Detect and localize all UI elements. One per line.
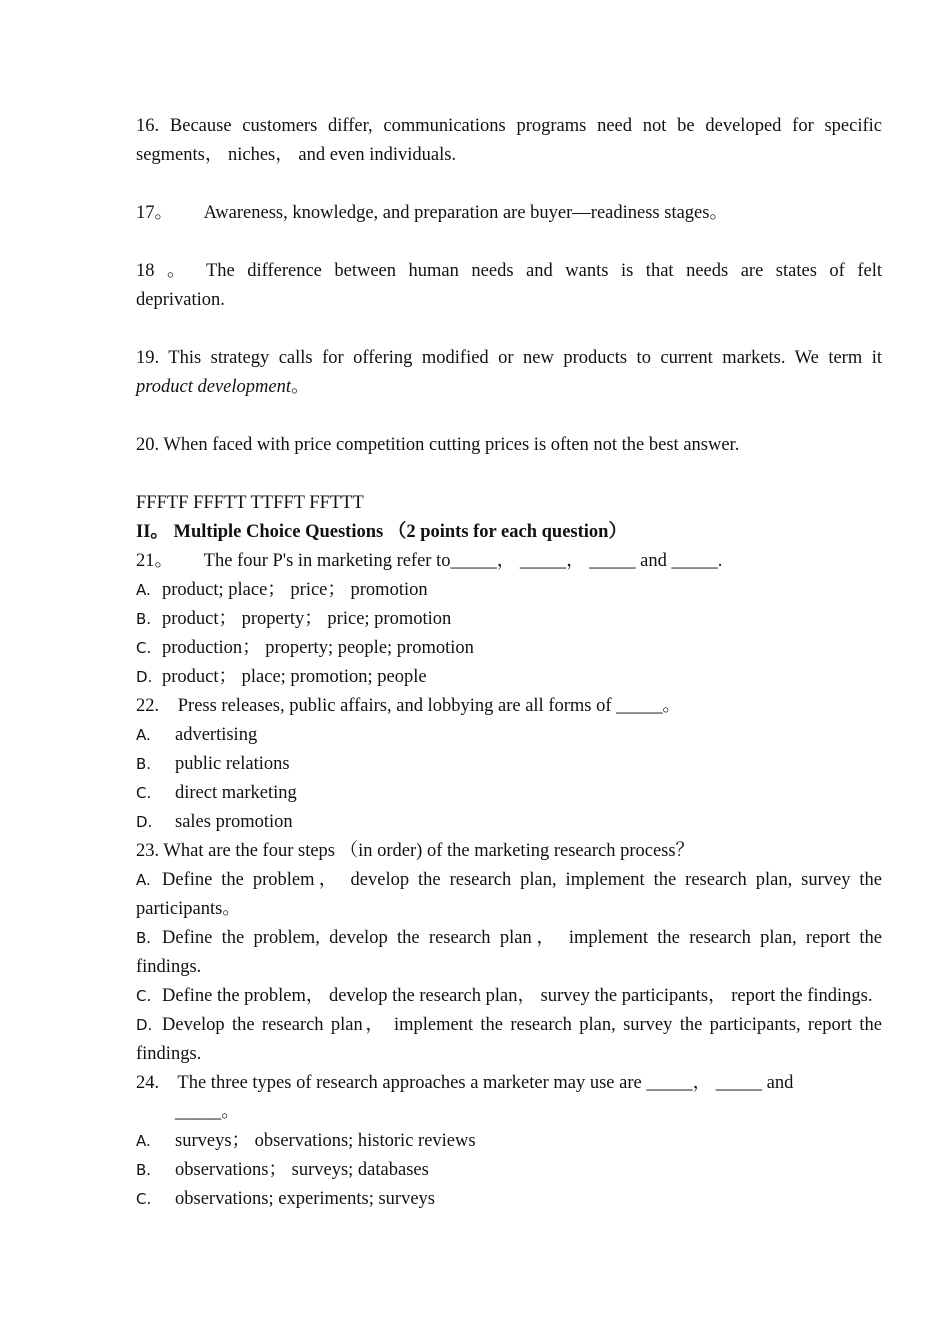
option-22-d bbox=[136, 808, 882, 837]
question-number: 19. bbox=[136, 348, 160, 368]
option-text: product; place； price； promotion bbox=[162, 580, 428, 600]
question-number: 22. bbox=[136, 696, 160, 716]
option-21-b bbox=[136, 605, 882, 634]
option-letter: A. bbox=[136, 1132, 151, 1150]
tf-question-18 bbox=[136, 257, 882, 315]
option-text: production； property; people; promotion bbox=[162, 638, 474, 658]
option-text: observations； surveys; databases bbox=[175, 1160, 429, 1180]
question-number: 21。 bbox=[136, 551, 174, 571]
tf-question-19 bbox=[136, 344, 882, 402]
option-letter: C. bbox=[136, 784, 152, 802]
option-text: Define the problem， develop the research plan, implement the research plan, survey the participants。 bbox=[136, 870, 882, 919]
option-text: Develop the research plan， implement the research plan, survey the participants, report the findings. bbox=[136, 1015, 882, 1064]
question-text: Because customers differ, communications programs need not be developed for specific segments， niches， and even individuals. bbox=[136, 116, 883, 165]
question-text-line1: The difference between human needs and wants is that needs are states of felt bbox=[205, 261, 883, 281]
option-text: Define the problem, develop the research plan， implement the research plan, report the findings. bbox=[136, 928, 882, 977]
mc-question-21 bbox=[136, 547, 882, 576]
question-text-line2: _____。 bbox=[175, 1102, 240, 1122]
question-number: 20. bbox=[136, 435, 160, 455]
question-text-line1: The three types of research approaches a marketer may use are _____， _____ and bbox=[177, 1073, 794, 1093]
mc-question-24 bbox=[136, 1069, 882, 1098]
option-text: Define the problem， develop the research plan， survey the participants， report the findings. bbox=[162, 986, 873, 1006]
question-number: 18 。 bbox=[136, 261, 194, 281]
question-text: The four P's in marketing refer to_____， _____， _____ and _____. bbox=[203, 551, 723, 571]
option-21-c bbox=[136, 634, 882, 663]
option-24-c bbox=[136, 1185, 882, 1214]
option-letter: D. bbox=[136, 1016, 153, 1034]
question-text: When faced with price competition cutting prices is often not the best answer. bbox=[163, 435, 740, 455]
option-letter: D. bbox=[136, 668, 153, 686]
option-letter: A. bbox=[136, 581, 151, 599]
question-text: What are the four steps （in order) of the marketing research process？ bbox=[163, 841, 695, 861]
option-22-b bbox=[136, 750, 882, 779]
question-number: 16. bbox=[136, 116, 160, 136]
mc-question-23 bbox=[136, 837, 882, 866]
tf-question-20 bbox=[136, 431, 882, 460]
option-23-c bbox=[136, 982, 882, 1011]
question-number: 17。 bbox=[136, 203, 174, 223]
option-text: public relations bbox=[175, 754, 290, 774]
option-letter: C. bbox=[136, 987, 152, 1005]
option-letter: B. bbox=[136, 755, 152, 773]
option-23-a bbox=[136, 866, 882, 924]
question-text-line1: This strategy calls for offering modified or new products to current markets. We term it bbox=[168, 348, 882, 368]
tf-question-17 bbox=[136, 199, 882, 228]
option-text: surveys； observations; historic reviews bbox=[175, 1131, 476, 1151]
option-text: sales promotion bbox=[175, 812, 293, 832]
option-letter: B. bbox=[136, 1161, 152, 1179]
mc-question-24-continued bbox=[136, 1098, 882, 1127]
question-text: Awareness, knowledge, and preparation are buyer—readiness stages。 bbox=[203, 203, 728, 223]
italic-term: product development bbox=[136, 377, 291, 397]
option-21-a bbox=[136, 576, 882, 605]
document-page bbox=[136, 112, 882, 1214]
option-letter: A. bbox=[136, 871, 151, 889]
question-number: 24. bbox=[136, 1073, 160, 1093]
answer-key: FFFTF FFFTT TTFFT FFTTT bbox=[136, 493, 364, 513]
option-23-d bbox=[136, 1011, 882, 1069]
option-21-d bbox=[136, 663, 882, 692]
option-letter: D. bbox=[136, 813, 153, 831]
section-heading: II。 Multiple Choice Questions （2 points for each question） bbox=[136, 522, 627, 542]
option-text: product； place; promotion; people bbox=[162, 667, 427, 687]
mc-question-22 bbox=[136, 692, 882, 721]
question-number: 23. bbox=[136, 841, 160, 861]
option-letter: C. bbox=[136, 1190, 152, 1208]
option-24-a bbox=[136, 1127, 882, 1156]
option-text: direct marketing bbox=[175, 783, 297, 803]
option-text: product； property； price; promotion bbox=[162, 609, 452, 629]
option-23-b bbox=[136, 924, 882, 982]
tf-question-16 bbox=[136, 112, 882, 170]
option-letter: C. bbox=[136, 639, 152, 657]
option-letter: B. bbox=[136, 929, 152, 947]
option-22-a bbox=[136, 721, 882, 750]
option-24-b bbox=[136, 1156, 882, 1185]
option-text: observations; experiments; surveys bbox=[175, 1189, 435, 1209]
option-22-c bbox=[136, 779, 882, 808]
option-letter: A. bbox=[136, 726, 151, 744]
question-text: Press releases, public affairs, and lobbying are all forms of _____。 bbox=[177, 696, 681, 716]
question-text-line2: deprivation. bbox=[136, 290, 225, 310]
option-text: advertising bbox=[175, 725, 258, 745]
question-suffix: 。 bbox=[290, 377, 310, 397]
option-letter: B. bbox=[136, 610, 152, 628]
